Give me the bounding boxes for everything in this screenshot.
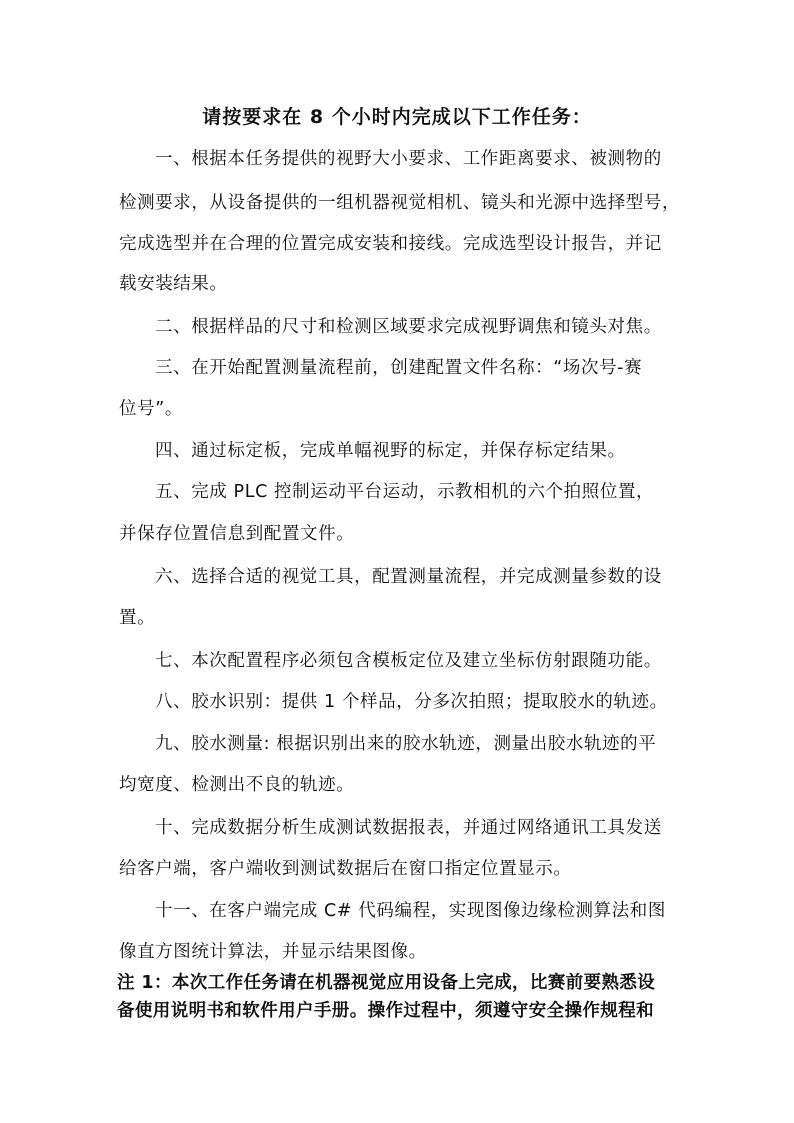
task-line: 像直方图统计算法，并显示结果图像。 [119, 942, 427, 962]
task-line: 位号”。 [119, 399, 183, 419]
task-line: 九、胶水测量: 根据识别出来的胶水轨迹，测量出胶水轨迹的平 [155, 734, 657, 754]
page-title: 请按要求在 8 个小时内完成以下工作任务： [202, 106, 592, 128]
task-line: 均宽度、检测出不良的轨迹。 [119, 775, 355, 795]
task-line: 八、胶水识别：提供 1 个样品，分多次拍照；提取胶水的轨迹。 [155, 692, 668, 712]
task-line: 置。 [119, 608, 156, 628]
task-line: 检测要求，从设备提供的一组机器视觉相机、镜头和光源中选择型号， [119, 193, 681, 213]
task-line: 完成选型并在合理的位置完成安装和接线。完成选型设计报告，并记 [119, 234, 662, 254]
task-line: 四、通过标定板，完成单幅视野的标定，并保存标定结果。 [155, 441, 626, 461]
task-line: 五、完成 PLC 控制运动平台运动，示教相机的六个拍照位置， [155, 482, 655, 502]
task-line: 十、完成数据分析生成测试数据报表，并通过网络通讯工具发送 [155, 818, 662, 838]
note-line: 注 1：本次工作任务请在机器视觉应用设备上完成，比赛前要熟悉设 [117, 973, 656, 993]
task-line: 六、选择合适的视觉工具，配置测量流程，并完成测量参数的设 [155, 567, 662, 587]
task-line: 七、本次配置程序必须包含模板定位及建立坐标仿射跟随功能。 [155, 651, 662, 671]
task-line: 并保存位置信息到配置文件。 [119, 524, 355, 544]
note-line: 备使用说明书和软件用户手册。操作过程中，须遵守安全操作规程和 [117, 1001, 654, 1021]
task-line: 给客户端，客户端收到测试数据后在窗口指定位置显示。 [119, 859, 572, 879]
task-line: 十一、在客户端完成 C# 代码编程，实现图像边缘检测算法和图 [155, 901, 667, 921]
task-line: 二、根据样品的尺寸和检测区域要求完成视野调焦和镜头对焦。 [155, 317, 662, 337]
task-line: 一、根据本任务提供的视野大小要求、工作距离要求、被测物的 [155, 149, 662, 169]
task-line: 三、在开始配置测量流程前，创建配置文件名称：“场次号-赛 [155, 358, 643, 378]
task-line: 载安装结果。 [119, 274, 228, 294]
